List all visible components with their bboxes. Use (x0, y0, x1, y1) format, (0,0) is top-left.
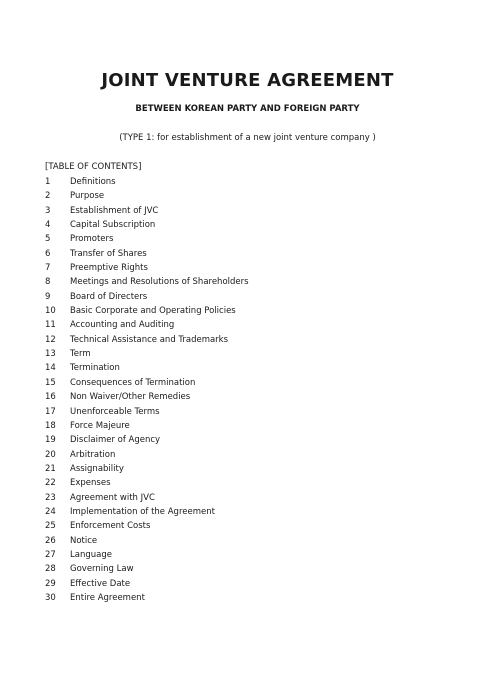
toc-item (45, 462, 249, 476)
toc-item-number: 15 (45, 377, 56, 388)
toc-item (45, 261, 249, 275)
toc-item (45, 333, 249, 347)
document-title: JOINT VENTURE AGREEMENT (101, 70, 394, 91)
toc-item-label: Accounting and Auditing (70, 320, 175, 331)
toc-item-number: 23 (45, 492, 56, 503)
toc-item-number: 20 (45, 449, 56, 460)
toc-item-number: 9 (45, 291, 51, 302)
toc-item (45, 290, 249, 304)
toc-item (45, 247, 249, 261)
toc-item (45, 534, 249, 548)
toc-item (45, 218, 249, 232)
toc-item (45, 376, 249, 390)
toc-item-label: Consequences of Termination (70, 377, 196, 388)
toc-item (45, 361, 249, 375)
toc-item-number: 18 (45, 420, 56, 431)
toc-item-number: 10 (45, 306, 56, 317)
toc-item (45, 505, 249, 519)
toc-item-number: 27 (45, 549, 56, 560)
toc-item-number: 26 (45, 535, 56, 546)
toc-item (45, 405, 249, 419)
toc-item-number: 24 (45, 506, 56, 517)
toc-item-label: Purpose (70, 191, 105, 202)
toc-item-label: Arbitration (70, 449, 116, 460)
toc-item-label: Establishment of JVC (70, 205, 159, 216)
toc-item (45, 232, 249, 246)
toc-item (45, 419, 249, 433)
toc-heading: [TABLE OF CONTENTS] (45, 162, 142, 172)
toc-item-label: Termination (70, 363, 120, 374)
toc-item-number: 3 (45, 205, 51, 216)
toc-item (45, 304, 249, 318)
toc-item (45, 577, 249, 591)
toc-item (45, 390, 249, 404)
toc-item-number: 28 (45, 564, 56, 575)
toc-item (45, 347, 249, 361)
toc-item-label: Force Majeure (70, 420, 130, 431)
toc-item (45, 519, 249, 533)
toc-item (45, 275, 249, 289)
toc-item (45, 175, 249, 189)
toc-item-number: 12 (45, 334, 56, 345)
toc-item-number: 22 (45, 478, 56, 489)
toc-item-label: Assignability (70, 463, 124, 474)
toc-item-label: Language (70, 549, 112, 560)
toc-item-number: 17 (45, 406, 56, 417)
toc-item-number: 4 (45, 220, 51, 231)
document-subtitle: BETWEEN KOREAN PARTY AND FOREIGN PARTY (135, 104, 360, 114)
toc-item-number: 25 (45, 521, 56, 532)
toc-item-number: 29 (45, 578, 56, 589)
toc-item-label: Expenses (70, 478, 111, 489)
toc-item-number: 2 (45, 191, 51, 202)
toc-item-label: Definitions (70, 177, 116, 187)
toc-item-number: 5 (45, 234, 51, 245)
table-of-contents (45, 175, 249, 605)
toc-item-number: 1 (45, 177, 51, 187)
toc-item-label: Preemptive Rights (70, 263, 148, 274)
document-type-note: (TYPE 1: for establishment of a new joint venture company ) (119, 133, 376, 143)
toc-item-label: Unenforceable Terms (70, 406, 160, 417)
toc-item-label: Basic Corporate and Operating Policies (70, 306, 236, 317)
toc-item-label: Promoters (70, 234, 114, 245)
toc-item-label: Term (70, 349, 91, 360)
toc-item-number: 30 (45, 592, 56, 603)
toc-item-number: 7 (45, 263, 51, 274)
toc-item-number: 8 (45, 277, 51, 288)
toc-item-label: Technical Assistance and Trademarks (70, 334, 229, 345)
toc-item-number: 21 (45, 463, 56, 474)
toc-item-label: Meetings and Resolutions of Shareholders (70, 277, 249, 288)
toc-item (45, 189, 249, 203)
toc-item-label: Implementation of the Agreement (70, 506, 215, 517)
toc-item (45, 476, 249, 490)
toc-item-label: Effective Date (70, 578, 131, 589)
toc-item-number: 14 (45, 363, 56, 374)
toc-item-label: Transfer of Shares (70, 248, 147, 259)
toc-item-number: 11 (45, 320, 56, 331)
toc-item-label: Capital Subscription (70, 220, 156, 231)
toc-item-label: Disclaimer of Agency (70, 435, 161, 446)
toc-item-number: 13 (45, 349, 56, 360)
toc-item (45, 204, 249, 218)
toc-item (45, 433, 249, 447)
toc-item-label: Board of Directers (70, 291, 148, 302)
toc-item-number: 19 (45, 435, 56, 446)
toc-item (45, 318, 249, 332)
toc-item-label: Enforcement Costs (70, 521, 151, 532)
toc-item (45, 548, 249, 562)
toc-item-label: Entire Agreement (70, 592, 145, 603)
toc-item-number: 6 (45, 248, 51, 259)
toc-item (45, 491, 249, 505)
toc-item (45, 562, 249, 576)
toc-item (45, 448, 249, 462)
toc-item (45, 591, 249, 605)
toc-item-label: Non Waiver/Other Remedies (70, 392, 191, 403)
toc-item-label: Governing Law (70, 564, 134, 575)
toc-item-number: 16 (45, 392, 56, 403)
toc-item-label: Agreement with JVC (70, 492, 155, 503)
toc-item-label: Notice (70, 535, 98, 546)
